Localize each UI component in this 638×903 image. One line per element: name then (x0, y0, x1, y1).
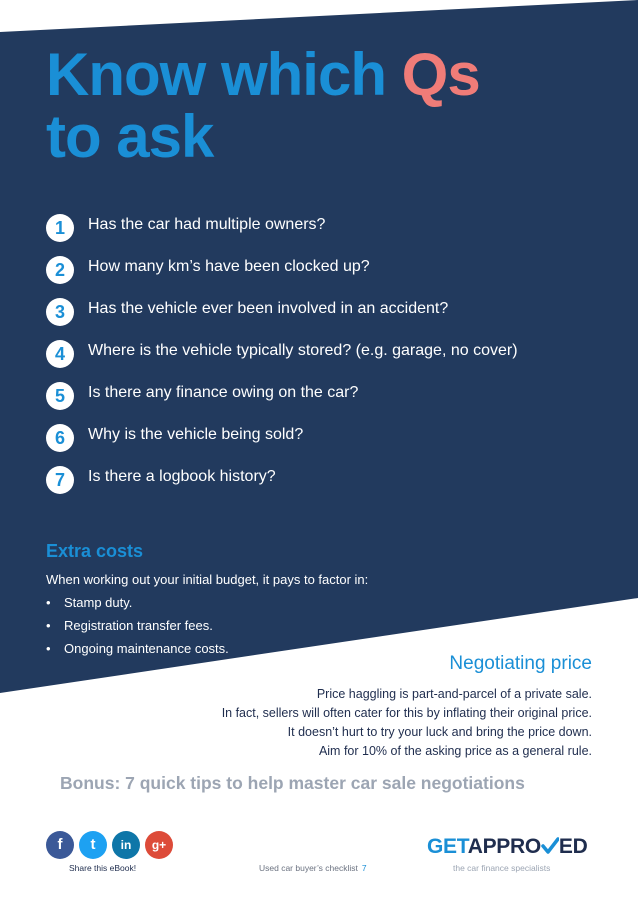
doc-title: Used car buyer’s checklist (259, 863, 358, 873)
question-item (46, 379, 606, 421)
negotiating-line: Aim for 10% of the asking price as a general rule. (318, 744, 592, 758)
question-text: Is there a logbook history? (88, 468, 276, 485)
share-label[interactable]: Share this eBook! (69, 863, 137, 873)
list-item-text: Registration transfer fees. (64, 618, 213, 633)
bullet-icon: • (46, 595, 51, 610)
question-number: 5 (46, 382, 74, 410)
extra-costs-intro: When working out your initial budget, it pays to factor in: (46, 572, 369, 587)
negotiating-body (222, 685, 592, 761)
question-item (46, 463, 606, 505)
question-number: 1 (46, 214, 74, 242)
facebook-icon[interactable]: f (46, 831, 74, 859)
question-list (46, 211, 606, 505)
question-number: 4 (46, 340, 74, 368)
question-text: Is there any finance owing on the car? (88, 384, 359, 401)
question-item (46, 337, 606, 379)
negotiating-line: In fact, sellers will often cater for this by inflating their original price. (221, 706, 592, 720)
page-number: 7 (361, 863, 367, 873)
logo-get: GET (427, 835, 468, 858)
question-number: 2 (46, 256, 74, 284)
question-item (46, 211, 606, 253)
google-plus-icon[interactable]: g+ (145, 831, 173, 859)
title-line2: to ask (46, 103, 214, 170)
question-number: 3 (46, 298, 74, 326)
question-item (46, 253, 606, 295)
extra-costs-heading: Extra costs (46, 541, 144, 561)
footer-doc-label (259, 863, 367, 873)
list-item-text: Ongoing maintenance costs. (64, 641, 229, 656)
negotiating-line: It doesn’t hurt to try your luck and bring the price down. (287, 725, 592, 739)
checkmark-icon (541, 837, 559, 855)
twitter-icon[interactable]: t (79, 831, 107, 859)
extra-costs-list (46, 594, 229, 663)
question-number: 7 (46, 466, 74, 494)
logo-tagline: the car finance specialists (453, 863, 551, 873)
list-item (46, 594, 229, 617)
title-main: Know which (46, 41, 402, 108)
list-item-text: Stamp duty. (64, 595, 133, 610)
bullet-icon: • (46, 618, 51, 633)
list-item (46, 640, 229, 663)
bonus-heading: Bonus: 7 quick tips to help master car sale negotiations (60, 773, 525, 793)
list-item (46, 617, 229, 640)
page-title (46, 41, 480, 170)
question-text: Where is the vehicle typically stored? (e.g. garage, no cover) (88, 342, 518, 359)
question-text: How many km’s have been clocked up? (88, 258, 370, 275)
linkedin-icon[interactable]: in (112, 831, 140, 859)
negotiating-heading: Negotiating price (449, 653, 592, 674)
question-number: 6 (46, 424, 74, 452)
logo-ed: ED (558, 835, 588, 858)
question-text: Has the car had multiple owners? (88, 216, 326, 233)
negotiating-line: Price haggling is part-and-parcel of a private sale. (316, 687, 592, 701)
bullet-icon: • (46, 641, 51, 656)
question-text: Has the vehicle ever been involved in an accident? (88, 300, 449, 317)
question-item (46, 295, 606, 337)
question-item (46, 421, 606, 463)
question-text: Why is the vehicle being sold? (88, 426, 304, 443)
logo-appro: APPRO (467, 835, 541, 858)
getapproved-logo (427, 835, 587, 859)
title-accent: Qs (401, 41, 480, 108)
